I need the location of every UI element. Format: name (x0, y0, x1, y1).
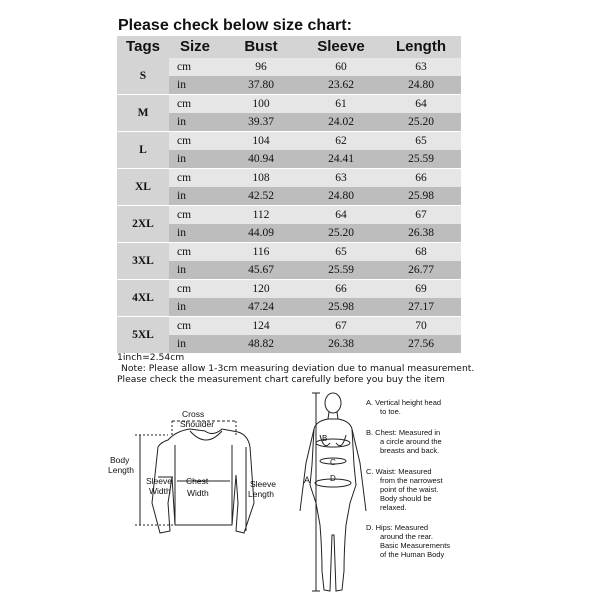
unit-in: in (169, 113, 221, 132)
bust-in-cell: 39.37 (221, 113, 301, 132)
table-row-cm (117, 206, 461, 225)
legend-c-1: C. Waist: Measured (366, 467, 432, 476)
table-row-in (117, 335, 461, 354)
unit-cm: cm (169, 243, 221, 262)
table-row-cm (117, 58, 461, 76)
unit-in: in (169, 150, 221, 169)
bust-cm-cell: 104 (221, 132, 301, 151)
bust-in-cell: 42.52 (221, 187, 301, 206)
unit-in: in (169, 224, 221, 243)
legend-c-2: from the narrowest (380, 476, 443, 485)
sleeve-in-cell: 24.41 (301, 150, 381, 169)
chart-title: Please check below size chart: (118, 17, 352, 34)
body-figure (300, 393, 366, 591)
bust-cm-cell: 100 (221, 95, 301, 114)
table-row-cm (117, 95, 461, 114)
length-cm-cell: 69 (381, 280, 461, 299)
sleeve-in-cell: 26.38 (301, 335, 381, 354)
size-tag: XL (117, 169, 169, 206)
conversion-note: 1inch=2.54cm (117, 352, 185, 363)
length-in-cell: 25.20 (381, 113, 461, 132)
deviation-note: Note: Please allow 1-3cm measuring deviation due to manual measurement. (121, 363, 475, 374)
body-legend (366, 398, 450, 559)
legend-a-1: A. Vertical height head (366, 398, 442, 407)
length-in-cell: 27.56 (381, 335, 461, 354)
sleeve-in-cell: 24.80 (301, 187, 381, 206)
body-length-label-2: Length (108, 465, 134, 475)
sleeve-cm-cell: 65 (301, 243, 381, 262)
bust-in-cell: 40.94 (221, 150, 301, 169)
legend-a-2: to toe. (380, 407, 401, 416)
table-row-in (117, 187, 461, 206)
sleeve-cm-cell: 62 (301, 132, 381, 151)
table-row-in (117, 298, 461, 317)
check-note: Please check the measurement chart carefully before you buy the item (117, 374, 445, 385)
unit-cm: cm (169, 317, 221, 336)
bust-cm-cell: 124 (221, 317, 301, 336)
table-row-in (117, 150, 461, 169)
legend-d-2: around the rear. (380, 532, 433, 541)
cross-label-1: Cross (182, 409, 205, 419)
sleeve-cm-cell: 60 (301, 58, 381, 76)
length-in-cell: 25.59 (381, 150, 461, 169)
unit-cm: cm (169, 132, 221, 151)
length-cm-cell: 67 (381, 206, 461, 225)
unit-cm: cm (169, 95, 221, 114)
size-tag: 3XL (117, 243, 169, 280)
size-tag: 2XL (117, 206, 169, 243)
header-size: Size (169, 36, 221, 58)
header-tags: Tags (117, 36, 169, 58)
length-cm-cell: 70 (381, 317, 461, 336)
marker-a: A (304, 475, 311, 485)
legend-d-4: of the Human Body (380, 550, 445, 559)
bust-cm-cell: 96 (221, 58, 301, 76)
chest-width-label-1: Chest (186, 476, 209, 486)
length-cm-cell: 65 (381, 132, 461, 151)
unit-in: in (169, 187, 221, 206)
notes (117, 352, 474, 385)
bust-in-cell: 47.24 (221, 298, 301, 317)
legend-d-3: Basic Measurements (380, 541, 451, 550)
table-row-cm (117, 132, 461, 151)
table-row-cm (117, 243, 461, 262)
bust-in-cell: 45.67 (221, 261, 301, 280)
sleeve-in-cell: 25.59 (301, 261, 381, 280)
bust-cm-cell: 116 (221, 243, 301, 262)
measurement-diagrams (0, 385, 600, 600)
sleeve-in-cell: 23.62 (301, 76, 381, 95)
length-in-cell: 24.80 (381, 76, 461, 95)
length-cm-cell: 66 (381, 169, 461, 188)
legend-c-5: relaxed. (380, 503, 407, 512)
sleeve-cm-cell: 64 (301, 206, 381, 225)
table-header-row (117, 36, 461, 58)
length-cm-cell: 63 (381, 58, 461, 76)
legend-b-1: B. Chest: Measured in (366, 428, 441, 437)
marker-c: C (330, 458, 336, 467)
unit-in: in (169, 76, 221, 95)
legend-b-3: breasts and back. (380, 446, 440, 455)
bust-in-cell: 44.09 (221, 224, 301, 243)
sleeve-in-cell: 25.98 (301, 298, 381, 317)
sleeve-in-cell: 24.02 (301, 113, 381, 132)
sleeve-cm-cell: 63 (301, 169, 381, 188)
length-in-cell: 26.77 (381, 261, 461, 280)
body-length-label-1: Body (110, 455, 130, 465)
sleeve-cm-cell: 61 (301, 95, 381, 114)
legend-c-3: point of the waist. (380, 485, 439, 494)
unit-cm: cm (169, 58, 221, 76)
sleeve-in-cell: 25.20 (301, 224, 381, 243)
cross-label-2: Shoulder (180, 419, 215, 429)
table-row-in (117, 76, 461, 95)
length-in-cell: 25.98 (381, 187, 461, 206)
marker-d: D (330, 474, 336, 483)
sleeve-cm-cell: 66 (301, 280, 381, 299)
header-bust: Bust (221, 36, 301, 58)
bust-cm-cell: 120 (221, 280, 301, 299)
unit-in: in (169, 261, 221, 280)
sleeve-width-label-2: Width (149, 486, 171, 496)
size-tag: 5XL (117, 317, 169, 354)
body-head (325, 393, 341, 413)
bust-in-cell: 37.80 (221, 76, 301, 95)
sleeve-length-label-1: Sleeve (250, 479, 276, 489)
length-in-cell: 27.17 (381, 298, 461, 317)
header-length: Length (381, 36, 461, 58)
table-row-cm (117, 169, 461, 188)
size-tag: M (117, 95, 169, 132)
unit-cm: cm (169, 206, 221, 225)
table-row-in (117, 261, 461, 280)
size-tag: L (117, 132, 169, 169)
sleeve-width-label-1: Sleeve (146, 476, 172, 486)
bust-cm-cell: 112 (221, 206, 301, 225)
legend-b-2: a circle around the (380, 437, 442, 446)
table-row-in (117, 113, 461, 132)
length-cm-cell: 64 (381, 95, 461, 114)
marker-b: B (322, 434, 328, 443)
size-tag: S (117, 58, 169, 95)
legend-c-4: Body should be (380, 494, 432, 503)
table-row-cm (117, 317, 461, 336)
sleeve-length-label-2: Length (248, 489, 274, 499)
table-row-cm (117, 280, 461, 299)
length-in-cell: 26.38 (381, 224, 461, 243)
size-tag: 4XL (117, 280, 169, 317)
unit-in: in (169, 298, 221, 317)
bust-in-cell: 48.82 (221, 335, 301, 354)
unit-in: in (169, 335, 221, 354)
bust-cm-cell: 108 (221, 169, 301, 188)
length-cm-cell: 68 (381, 243, 461, 262)
legend-d-1: D. Hips: Measured (366, 523, 429, 532)
header-sleeve: Sleeve (301, 36, 381, 58)
table-row-in (117, 224, 461, 243)
sleeve-cm-cell: 67 (301, 317, 381, 336)
chest-width-label-2: Width (187, 488, 209, 498)
size-table (117, 36, 461, 354)
unit-cm: cm (169, 280, 221, 299)
unit-cm: cm (169, 169, 221, 188)
